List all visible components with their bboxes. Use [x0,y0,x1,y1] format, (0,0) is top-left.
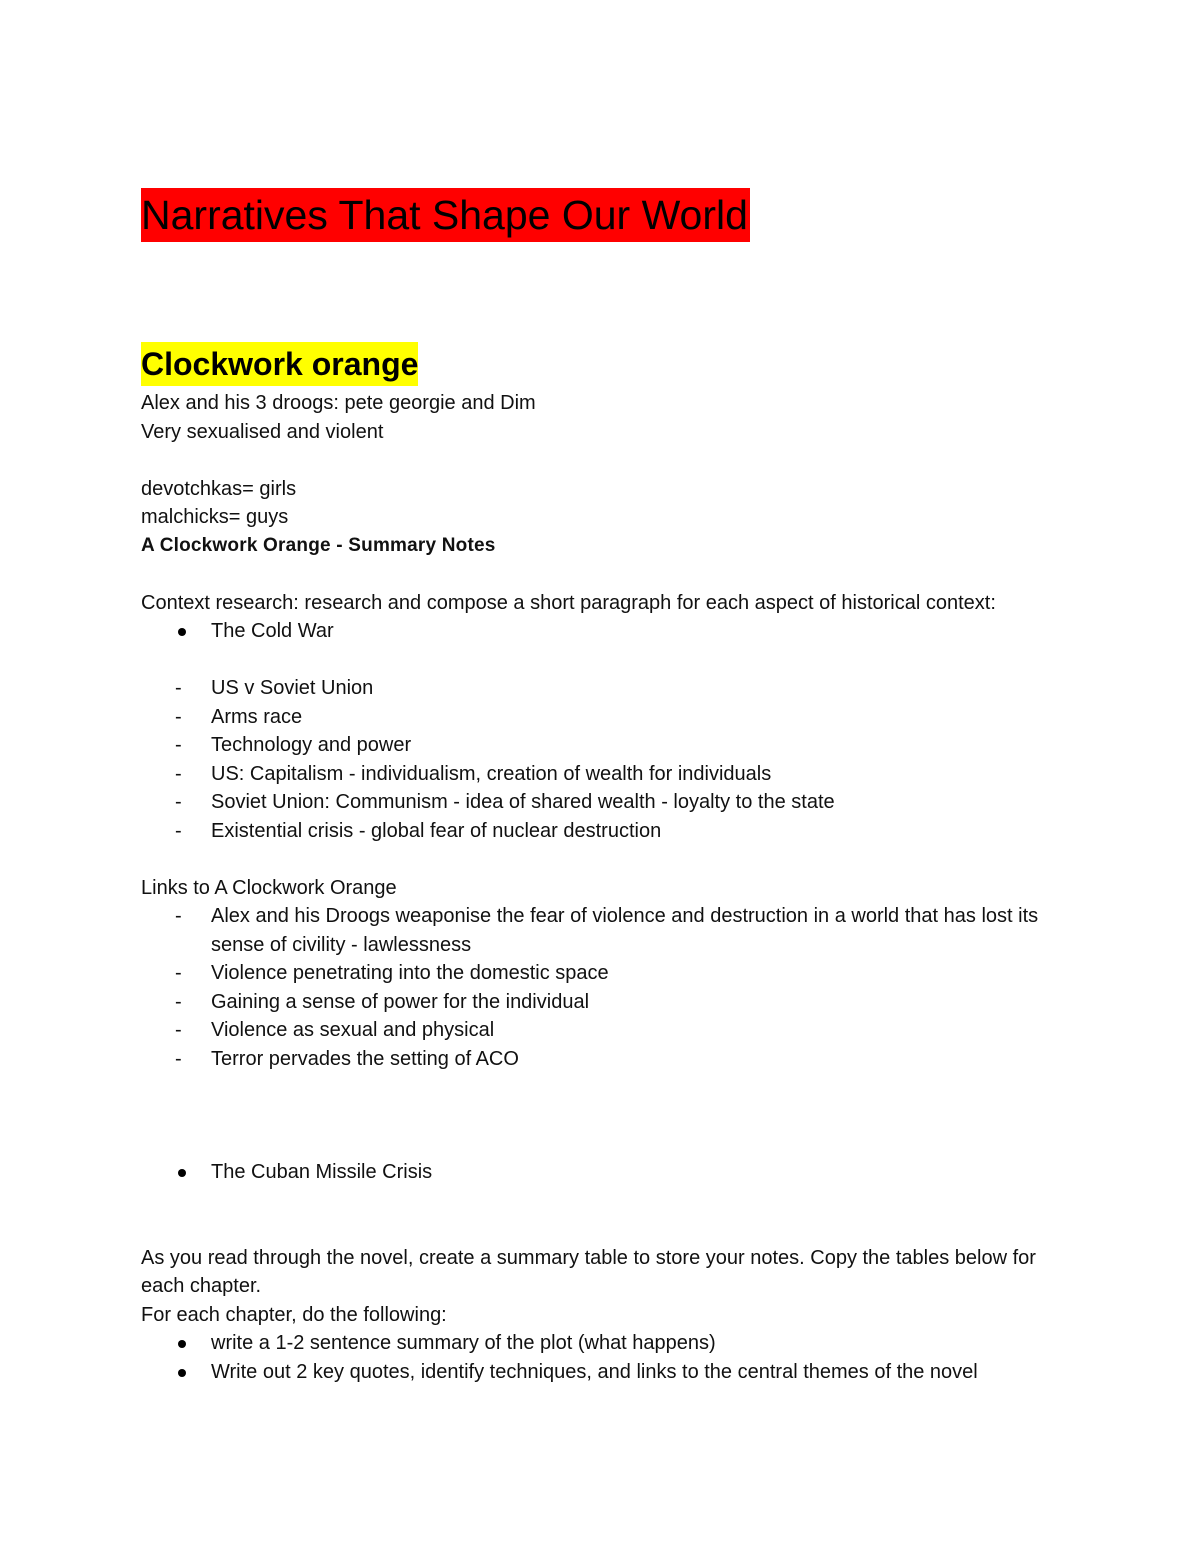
links-points-list [141,902,1061,1073]
list-item-text: US v Soviet Union [211,677,374,699]
list-item [141,1045,1061,1074]
list-item [141,1329,1061,1358]
list-item-text: The Cold War [211,620,334,642]
intro-line: Alex and his 3 droogs: pete georgie and Dim [141,392,536,414]
bullet-dot-icon [178,1369,186,1377]
section-heading-block [141,242,1061,386]
blank-line [141,646,1061,675]
cold-war-bullet-list [141,617,1061,646]
dash-marker: - [175,990,182,1013]
list-item-text: Alex and his Droogs weaponise the fear of violence and destruction in a world that has lost its sense of civility - lawlessness [211,905,1039,956]
vocab-line: malchicks= guys [141,506,289,528]
dash-marker: - [175,1047,182,1070]
blank-space [141,1073,1061,1158]
list-item-text: Write out 2 key quotes, identify techniques, and links to the central themes of the novel [211,1360,978,1383]
list-item-text: Terror pervades the setting of ACO [211,1047,519,1070]
list-item [141,674,1061,703]
bullet-dot-icon [178,1340,186,1348]
cuban-bullet-list [141,1158,1061,1187]
dash-marker: - [175,762,182,785]
blank-line [141,560,1061,589]
dash-marker: - [175,1019,182,1041]
blank-line [141,446,1061,475]
blank-space [141,1187,1061,1244]
list-item [141,760,1061,789]
list-item-text: Arms race [211,705,303,728]
dash-marker: - [175,905,182,927]
dash-marker: - [175,734,182,756]
list-item [141,988,1061,1017]
list-item [141,703,1061,732]
vocab-line: devotchkas= girls [141,477,297,500]
list-item [141,1358,1061,1387]
blank-line [141,845,1061,874]
list-item-text: Violence as sexual and physical [211,1019,495,1041]
dash-marker: - [175,677,182,699]
summary-heading: A Clockwork Orange - Summary Notes [141,534,496,556]
dash-marker: - [175,705,182,728]
section-heading: Clockwork orange [141,342,418,386]
instruction-paragraph: For each chapter, do the following: [141,1303,447,1326]
list-item [141,902,1061,959]
list-item-text: Technology and power [211,734,412,756]
chapter-tasks-list [141,1329,1061,1386]
list-item-text: Existential crisis - global fear of nuclear destruction [211,819,662,842]
list-item [141,617,1061,646]
list-item-text: The Cuban Missile Crisis [211,1161,433,1183]
context-intro: Context research: research and compose a short paragraph for each aspect of historical context: [141,591,996,614]
bullet-dot-icon [178,1169,186,1177]
bullet-dot-icon [178,628,186,636]
dash-marker: - [175,819,182,842]
list-item [141,817,1061,846]
list-item [141,1158,1061,1187]
page-title: Narratives That Shape Our World [141,188,750,242]
list-item [141,959,1061,988]
list-item-text: Gaining a sense of power for the individual [211,990,590,1013]
cold-war-points-list [141,674,1061,845]
list-item-text: Violence penetrating into the domestic space [211,962,609,984]
dash-marker: - [175,962,182,984]
intro-line: Very sexualised and violent [141,420,384,443]
list-item-text: US: Capitalism - individualism, creation of wealth for individuals [211,762,772,785]
links-heading: Links to A Clockwork Orange [141,876,397,899]
list-item-text: write a 1-2 sentence summary of the plot (what happens) [211,1332,716,1354]
instruction-paragraph: As you read through the novel, create a summary table to store your notes. Copy the tables below for each chapter. [141,1246,1036,1297]
title-block [141,188,1061,242]
list-item [141,731,1061,760]
list-item [141,1016,1061,1045]
dash-marker: - [175,791,182,813]
document-page [141,188,1061,1386]
list-item-text: Soviet Union: Communism - idea of shared wealth - loyalty to the state [211,791,835,813]
list-item [141,788,1061,817]
